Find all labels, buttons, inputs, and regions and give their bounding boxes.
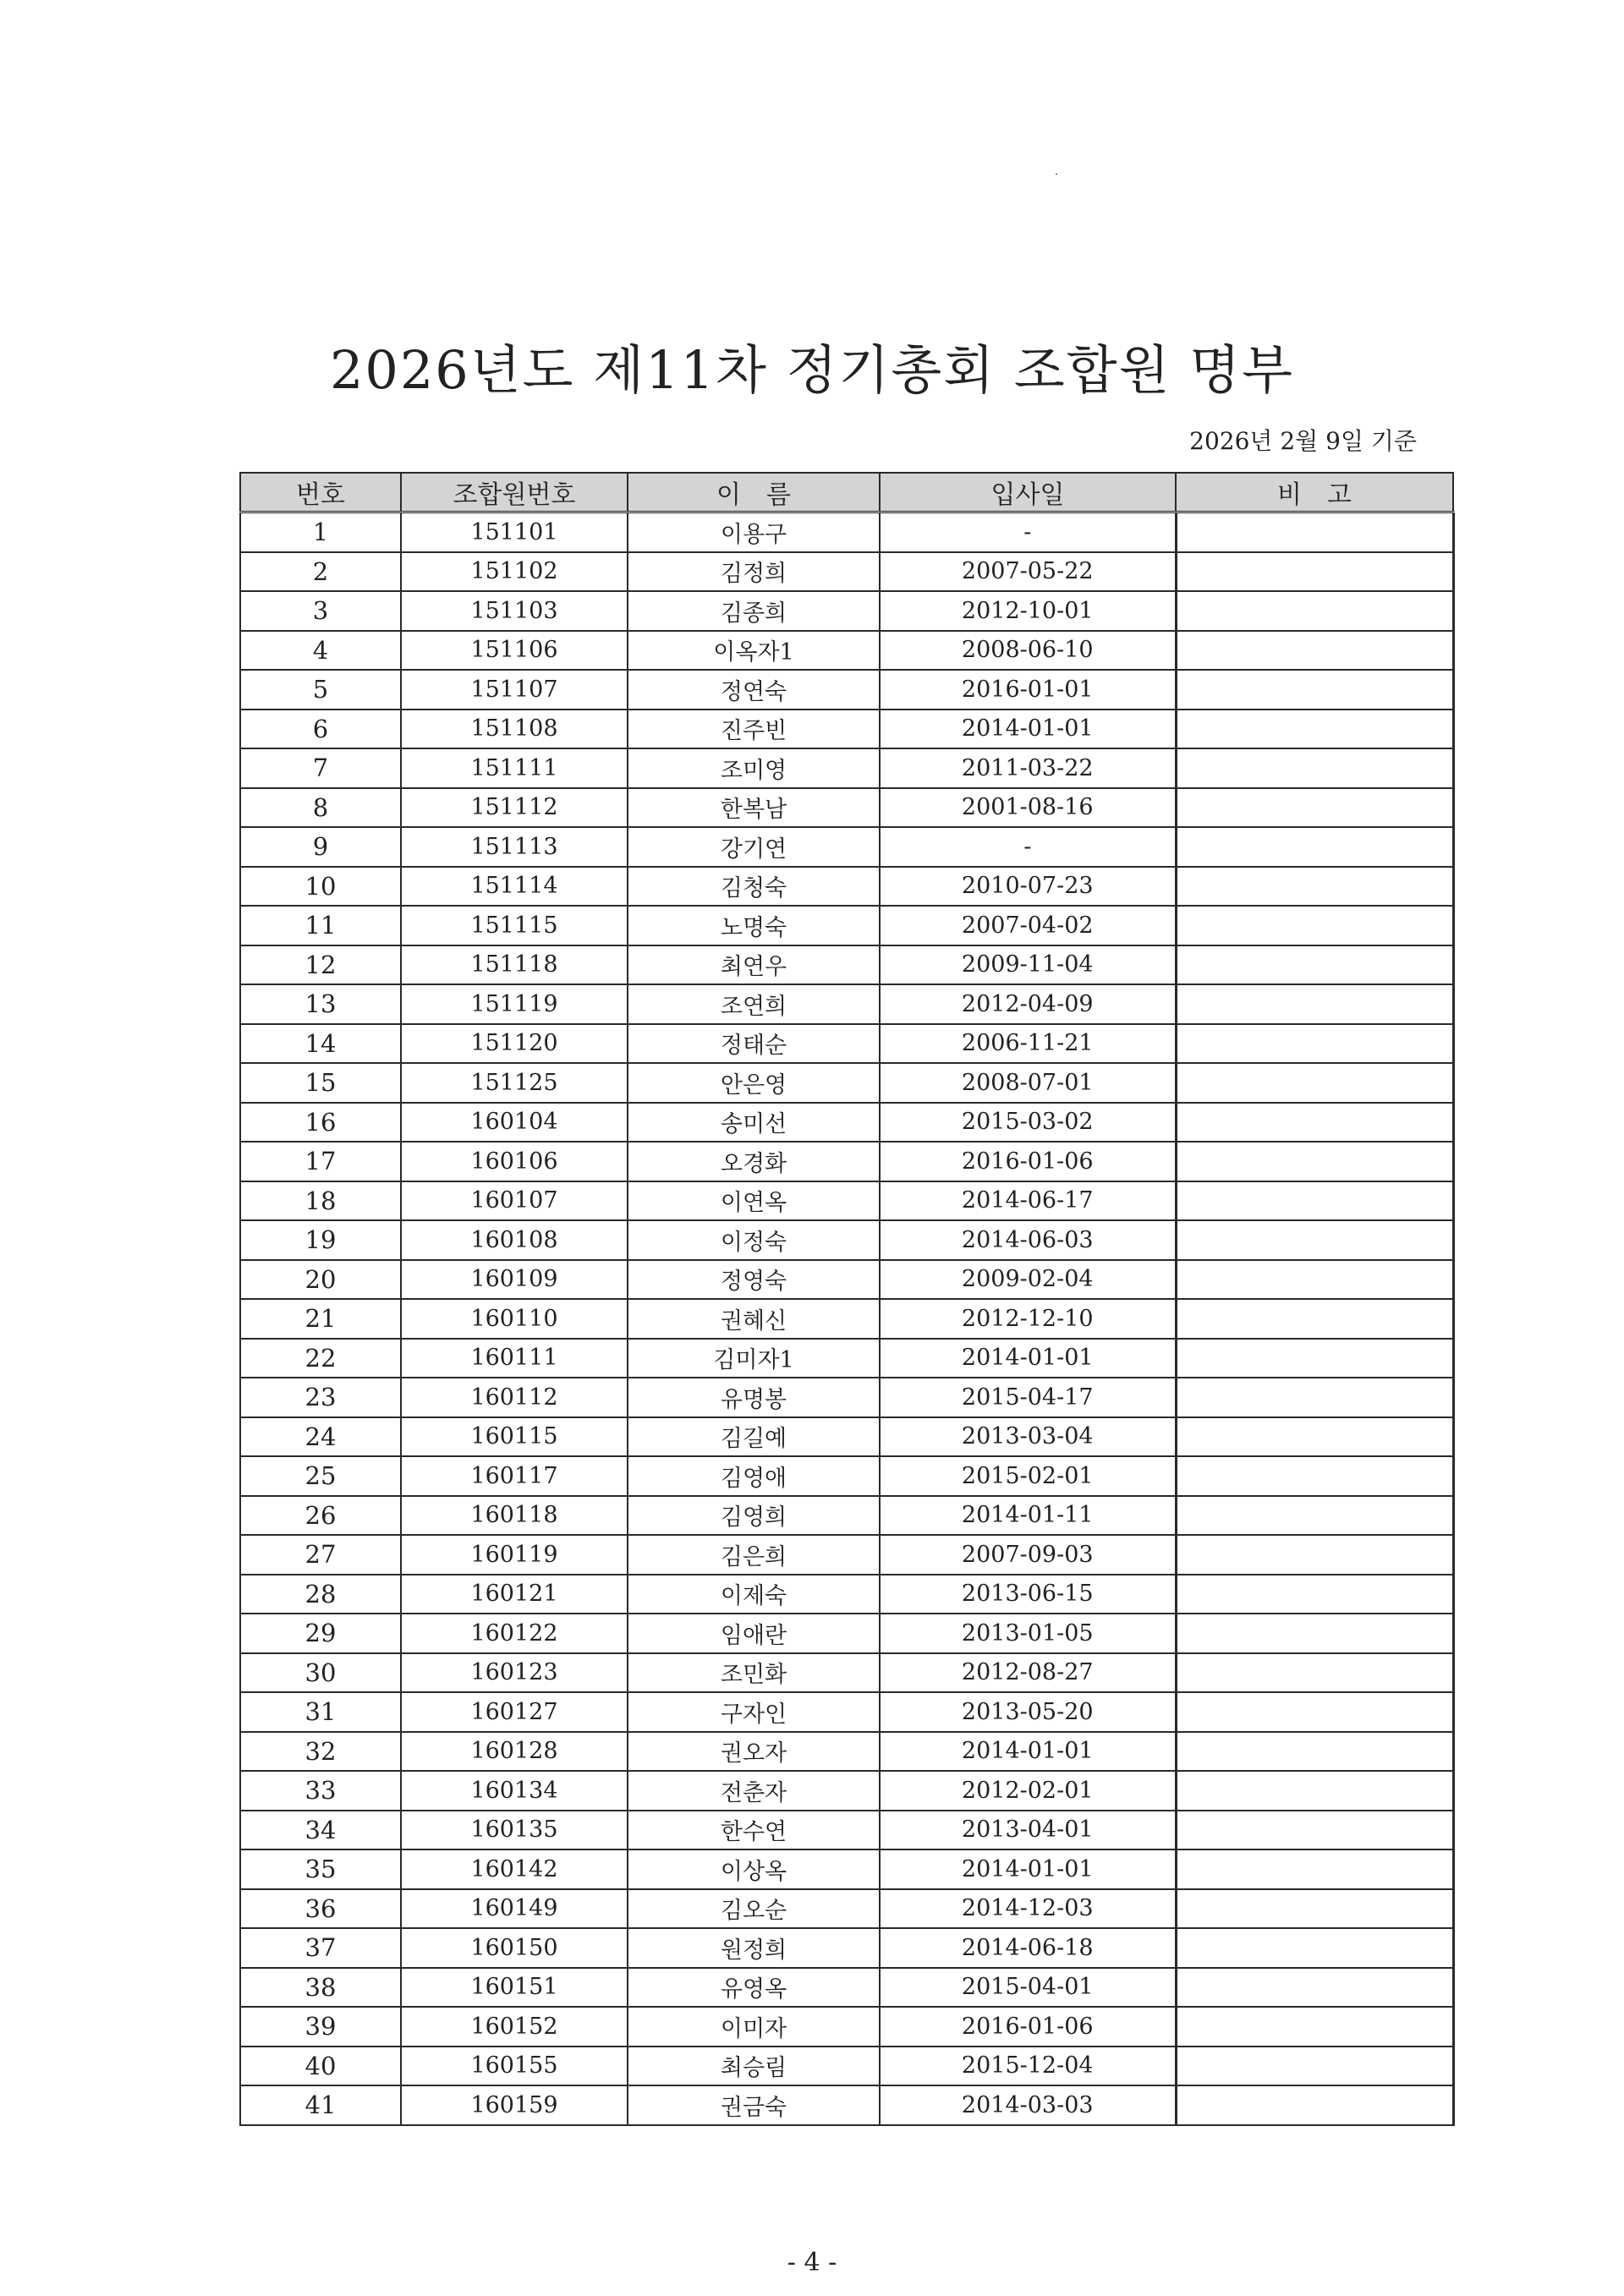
cell-number: 37: [240, 1928, 401, 1968]
cell-member-id: 151113: [401, 827, 628, 867]
cell-join-date: 2012-04-09: [880, 984, 1176, 1024]
cell-join-date: 2015-04-17: [880, 1378, 1176, 1417]
cell-number: 21: [240, 1299, 401, 1339]
cell-number: 11: [240, 906, 401, 945]
cell-join-date: 2006-11-21: [880, 1024, 1176, 1064]
cell-name: 정태순: [628, 1024, 880, 1064]
cell-join-date: 2014-01-01: [880, 1339, 1176, 1378]
cell-name: 강기연: [628, 827, 880, 867]
cell-join-date: 2014-01-01: [880, 1732, 1176, 1772]
cell-note: [1176, 1339, 1453, 1378]
cell-note: [1176, 2047, 1453, 2086]
as-of-date: 2026년 2월 9일 기준: [1189, 427, 1417, 455]
cell-number: 17: [240, 1142, 401, 1181]
cell-number: 28: [240, 1575, 401, 1614]
cell-member-id: 151108: [401, 710, 628, 749]
cell-member-id: 151114: [401, 867, 628, 907]
cell-note: [1176, 631, 1453, 671]
cell-note: [1176, 1771, 1453, 1811]
cell-number: 2: [240, 552, 401, 592]
cell-name: 이연옥: [628, 1181, 880, 1221]
cell-member-id: 160108: [401, 1220, 628, 1260]
cell-member-id: 151120: [401, 1024, 628, 1064]
cell-join-date: 2014-03-03: [880, 2085, 1176, 2125]
table-row: [240, 512, 1453, 552]
cell-number: 10: [240, 867, 401, 907]
cell-join-date: 2016-01-06: [880, 1142, 1176, 1181]
header-name: 이 름: [628, 473, 880, 512]
cell-note: [1176, 1260, 1453, 1300]
table-row: [240, 1378, 1453, 1417]
cell-member-id: 160109: [401, 1260, 628, 1300]
cell-member-id: 151119: [401, 984, 628, 1024]
cell-join-date: 2008-07-01: [880, 1063, 1176, 1103]
cell-number: 19: [240, 1220, 401, 1260]
cell-number: 30: [240, 1653, 401, 1693]
scan-speck: [1056, 173, 1057, 175]
cell-note: [1176, 867, 1453, 907]
header-note: 비 고: [1176, 473, 1453, 512]
table-header-row: [240, 473, 1453, 512]
cell-join-date: 2015-03-02: [880, 1103, 1176, 1143]
table-row: [240, 1653, 1453, 1693]
cell-join-date: 2014-06-17: [880, 1181, 1176, 1221]
table-row: [240, 552, 1453, 592]
cell-name: 김오순: [628, 1889, 880, 1929]
cell-name: 이옥자1: [628, 631, 880, 671]
cell-number: 6: [240, 710, 401, 749]
table-row: [240, 591, 1453, 631]
cell-name: 한수연: [628, 1811, 880, 1850]
cell-name: 김은희: [628, 1535, 880, 1575]
document-title: 2026년도 제11차 정기총회 조합원 명부: [329, 339, 1295, 401]
cell-name: 정영숙: [628, 1260, 880, 1300]
cell-number: 4: [240, 631, 401, 671]
cell-number: 32: [240, 1732, 401, 1772]
table-row: [240, 1889, 1453, 1929]
cell-note: [1176, 1535, 1453, 1575]
cell-member-id: 160118: [401, 1496, 628, 1536]
cell-name: 김정희: [628, 552, 880, 592]
cell-member-id: 160122: [401, 1614, 628, 1653]
cell-name: 안은영: [628, 1063, 880, 1103]
cell-note: [1176, 1024, 1453, 1064]
table-row: [240, 1220, 1453, 1260]
cell-number: 27: [240, 1535, 401, 1575]
cell-number: 40: [240, 2047, 401, 2086]
cell-member-id: 151103: [401, 591, 628, 631]
cell-member-id: 160112: [401, 1378, 628, 1417]
cell-join-date: -: [880, 512, 1176, 552]
cell-note: [1176, 710, 1453, 749]
cell-join-date: 2011-03-22: [880, 748, 1176, 788]
table-row: [240, 2047, 1453, 2086]
table-row: [240, 1339, 1453, 1378]
cell-join-date: 2014-12-03: [880, 1889, 1176, 1929]
cell-join-date: 2009-02-04: [880, 1260, 1176, 1300]
cell-note: [1176, 591, 1453, 631]
cell-join-date: 2013-06-15: [880, 1575, 1176, 1614]
cell-note: [1176, 1968, 1453, 2008]
cell-member-id: 160149: [401, 1889, 628, 1929]
cell-join-date: 2013-01-05: [880, 1614, 1176, 1653]
cell-name: 조민화: [628, 1653, 880, 1693]
cell-note: [1176, 1299, 1453, 1339]
table-row: [240, 984, 1453, 1024]
cell-note: [1176, 1889, 1453, 1929]
header-join-date: 입사일: [880, 473, 1176, 512]
table-row: [240, 1811, 1453, 1850]
cell-note: [1176, 1732, 1453, 1772]
cell-number: 24: [240, 1417, 401, 1457]
table-row: [240, 1575, 1453, 1614]
cell-join-date: 2014-06-18: [880, 1928, 1176, 1968]
header-member-id: 조합원번호: [401, 473, 628, 512]
cell-join-date: 2007-05-22: [880, 552, 1176, 592]
table-row: [240, 631, 1453, 671]
cell-member-id: 160134: [401, 1771, 628, 1811]
cell-name: 김종희: [628, 591, 880, 631]
table-row: [240, 1181, 1453, 1221]
cell-join-date: 2013-03-04: [880, 1417, 1176, 1457]
table-row: [240, 2007, 1453, 2047]
table-body: [240, 512, 1453, 2125]
cell-name: 전춘자: [628, 1771, 880, 1811]
table-row: [240, 670, 1453, 710]
cell-name: 유영옥: [628, 1968, 880, 2008]
table-row: [240, 1771, 1453, 1811]
cell-name: 이정숙: [628, 1220, 880, 1260]
cell-member-id: 160127: [401, 1692, 628, 1732]
cell-note: [1176, 1378, 1453, 1417]
cell-member-id: 151112: [401, 788, 628, 828]
table-row: [240, 1103, 1453, 1143]
table-row: [240, 710, 1453, 749]
cell-note: [1176, 1811, 1453, 1850]
cell-join-date: 2007-09-03: [880, 1535, 1176, 1575]
table-row: [240, 2085, 1453, 2125]
cell-member-id: 160106: [401, 1142, 628, 1181]
cell-note: [1176, 1063, 1453, 1103]
cell-name: 송미선: [628, 1103, 880, 1143]
cell-note: [1176, 1103, 1453, 1143]
cell-number: 9: [240, 827, 401, 867]
cell-join-date: 2016-01-06: [880, 2007, 1176, 2047]
cell-join-date: 2009-11-04: [880, 945, 1176, 985]
cell-join-date: 2014-06-03: [880, 1220, 1176, 1260]
cell-note: [1176, 1496, 1453, 1536]
cell-note: [1176, 788, 1453, 828]
cell-name: 이용구: [628, 512, 880, 552]
cell-join-date: 2012-02-01: [880, 1771, 1176, 1811]
cell-number: 25: [240, 1456, 401, 1496]
cell-name: 권금숙: [628, 2085, 880, 2125]
cell-join-date: 2001-08-16: [880, 788, 1176, 828]
cell-member-id: 160152: [401, 2007, 628, 2047]
cell-name: 이미자: [628, 2007, 880, 2047]
cell-number: 34: [240, 1811, 401, 1850]
table-row: [240, 1496, 1453, 1536]
cell-number: 13: [240, 984, 401, 1024]
cell-note: [1176, 984, 1453, 1024]
cell-name: 원정희: [628, 1928, 880, 1968]
table-row: [240, 1299, 1453, 1339]
table-row: [240, 945, 1453, 985]
cell-number: 31: [240, 1692, 401, 1732]
cell-name: 이제숙: [628, 1575, 880, 1614]
table-row: [240, 1732, 1453, 1772]
cell-member-id: 151111: [401, 748, 628, 788]
cell-name: 최승림: [628, 2047, 880, 2086]
cell-join-date: 2014-01-01: [880, 710, 1176, 749]
cell-number: 36: [240, 1889, 401, 1929]
cell-member-id: 160115: [401, 1417, 628, 1457]
cell-member-id: 151125: [401, 1063, 628, 1103]
cell-note: [1176, 1456, 1453, 1496]
table-row: [240, 1260, 1453, 1300]
cell-note: [1176, 2007, 1453, 2047]
table-row: [240, 1535, 1453, 1575]
cell-number: 3: [240, 591, 401, 631]
table-row: [240, 748, 1453, 788]
cell-join-date: 2015-12-04: [880, 2047, 1176, 2086]
cell-name: 한복남: [628, 788, 880, 828]
cell-join-date: 2013-05-20: [880, 1692, 1176, 1732]
table-row: [240, 867, 1453, 907]
cell-member-id: 151107: [401, 670, 628, 710]
cell-note: [1176, 748, 1453, 788]
cell-name: 오경화: [628, 1142, 880, 1181]
cell-name: 정연숙: [628, 670, 880, 710]
cell-number: 22: [240, 1339, 401, 1378]
cell-join-date: 2016-01-01: [880, 670, 1176, 710]
cell-member-id: 160123: [401, 1653, 628, 1693]
cell-number: 20: [240, 1260, 401, 1300]
cell-note: [1176, 1653, 1453, 1693]
table-row: [240, 1968, 1453, 2008]
cell-name: 권혜신: [628, 1299, 880, 1339]
cell-member-id: 160159: [401, 2085, 628, 2125]
cell-member-id: 160111: [401, 1339, 628, 1378]
cell-note: [1176, 906, 1453, 945]
cell-number: 33: [240, 1771, 401, 1811]
cell-note: [1176, 1220, 1453, 1260]
cell-join-date: 2007-04-02: [880, 906, 1176, 945]
cell-note: [1176, 1417, 1453, 1457]
cell-number: 15: [240, 1063, 401, 1103]
cell-name: 김영애: [628, 1456, 880, 1496]
cell-name: 이상옥: [628, 1849, 880, 1889]
cell-note: [1176, 552, 1453, 592]
table-row: [240, 1063, 1453, 1103]
cell-member-id: 160104: [401, 1103, 628, 1143]
cell-note: [1176, 1614, 1453, 1653]
cell-number: 5: [240, 670, 401, 710]
cell-member-id: 160119: [401, 1535, 628, 1575]
cell-member-id: 151115: [401, 906, 628, 945]
cell-name: 노명숙: [628, 906, 880, 945]
cell-join-date: 2012-08-27: [880, 1653, 1176, 1693]
cell-note: [1176, 1692, 1453, 1732]
cell-member-id: 160110: [401, 1299, 628, 1339]
cell-join-date: 2008-06-10: [880, 631, 1176, 671]
table-row: [240, 1692, 1453, 1732]
cell-name: 진주빈: [628, 710, 880, 749]
cell-name: 김길예: [628, 1417, 880, 1457]
cell-name: 김영희: [628, 1496, 880, 1536]
cell-number: 12: [240, 945, 401, 985]
cell-number: 26: [240, 1496, 401, 1536]
cell-member-id: 151118: [401, 945, 628, 985]
cell-number: 29: [240, 1614, 401, 1653]
cell-member-id: 160128: [401, 1732, 628, 1772]
member-table-container: [239, 472, 1452, 2126]
cell-name: 김청숙: [628, 867, 880, 907]
cell-member-id: 160135: [401, 1811, 628, 1850]
header-number: 번호: [240, 473, 401, 512]
cell-note: [1176, 827, 1453, 867]
cell-join-date: 2013-04-01: [880, 1811, 1176, 1850]
cell-number: 35: [240, 1849, 401, 1889]
cell-join-date: 2014-01-01: [880, 1849, 1176, 1889]
page-number: - 4 -: [787, 2248, 837, 2277]
cell-member-id: 160155: [401, 2047, 628, 2086]
cell-join-date: 2015-04-01: [880, 1968, 1176, 2008]
cell-join-date: 2010-07-23: [880, 867, 1176, 907]
cell-number: 23: [240, 1378, 401, 1417]
cell-note: [1176, 512, 1453, 552]
cell-join-date: 2012-10-01: [880, 591, 1176, 631]
cell-name: 조미영: [628, 748, 880, 788]
table-row: [240, 1024, 1453, 1064]
cell-member-id: 160107: [401, 1181, 628, 1221]
cell-member-id: 160150: [401, 1928, 628, 1968]
cell-note: [1176, 1575, 1453, 1614]
table-row: [240, 1417, 1453, 1457]
cell-note: [1176, 670, 1453, 710]
cell-name: 구자인: [628, 1692, 880, 1732]
cell-note: [1176, 1142, 1453, 1181]
table-row: [240, 1928, 1453, 1968]
table-row: [240, 788, 1453, 828]
table-row: [240, 906, 1453, 945]
cell-member-id: 151106: [401, 631, 628, 671]
cell-number: 41: [240, 2085, 401, 2125]
cell-name: 유명봉: [628, 1378, 880, 1417]
cell-number: 1: [240, 512, 401, 552]
cell-member-id: 151102: [401, 552, 628, 592]
cell-note: [1176, 2085, 1453, 2125]
cell-note: [1176, 945, 1453, 985]
cell-name: 임애란: [628, 1614, 880, 1653]
member-table: [239, 472, 1455, 2126]
cell-number: 14: [240, 1024, 401, 1064]
table-row: [240, 1614, 1453, 1653]
cell-number: 7: [240, 748, 401, 788]
table-row: [240, 1456, 1453, 1496]
cell-name: 김미자1: [628, 1339, 880, 1378]
table-row: [240, 1142, 1453, 1181]
cell-member-id: 151101: [401, 512, 628, 552]
cell-number: 16: [240, 1103, 401, 1143]
table-row: [240, 827, 1453, 867]
cell-member-id: 160142: [401, 1849, 628, 1889]
cell-name: 최연우: [628, 945, 880, 985]
cell-number: 39: [240, 2007, 401, 2047]
cell-join-date: -: [880, 827, 1176, 867]
cell-note: [1176, 1849, 1453, 1889]
cell-join-date: 2015-02-01: [880, 1456, 1176, 1496]
cell-member-id: 160151: [401, 1968, 628, 2008]
cell-join-date: 2014-01-11: [880, 1496, 1176, 1536]
cell-join-date: 2012-12-10: [880, 1299, 1176, 1339]
cell-note: [1176, 1928, 1453, 1968]
cell-member-id: 160117: [401, 1456, 628, 1496]
cell-note: [1176, 1181, 1453, 1221]
table-row: [240, 1849, 1453, 1889]
cell-name: 조연희: [628, 984, 880, 1024]
cell-number: 8: [240, 788, 401, 828]
cell-number: 38: [240, 1968, 401, 2008]
cell-number: 18: [240, 1181, 401, 1221]
cell-member-id: 160121: [401, 1575, 628, 1614]
cell-name: 권오자: [628, 1732, 880, 1772]
